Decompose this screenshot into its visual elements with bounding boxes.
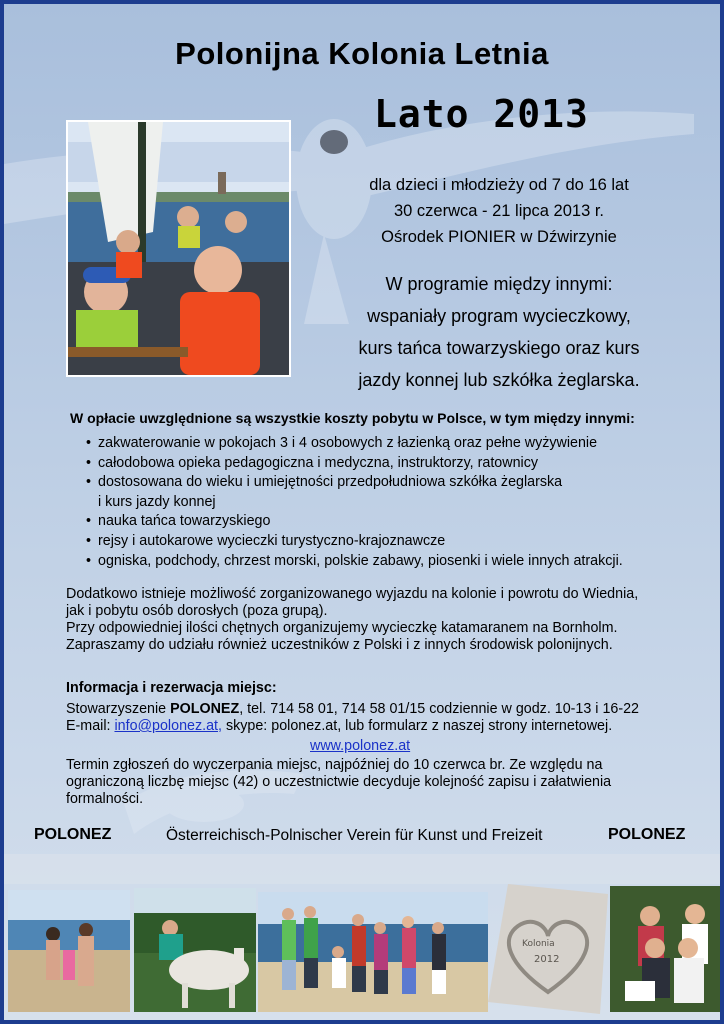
program-line: kurs tańca towarzyskiego oraz kurs <box>358 338 640 358</box>
extra-line: Przy odpowiedniej ilości chętnych organizujemy wycieczkę katamaranem na Bornholm. <box>66 620 618 636</box>
program-text <box>304 268 694 396</box>
extra-line: Zapraszamy do udziału również uczestników z Polski i z innych środowisk polonijnych. <box>66 637 613 653</box>
footer-logo-left: POLONEZ <box>34 826 112 843</box>
beach-kids-photo <box>258 892 488 1012</box>
list-item-text: zakwaterowanie w pokojach 3 i 4 osobowych z łazienką oraz pełne wyżywienie <box>98 435 598 451</box>
list-item <box>84 552 694 572</box>
extra-info <box>66 586 696 654</box>
costs-heading: W opłacie uwzględnione są wszystkie koszty pobytu w Polsce, w tym między innymi: <box>70 410 635 426</box>
list-item-text: całodobowa opieka pedagogiczna i medyczna, instruktorzy, ratownicy <box>98 454 538 471</box>
poster-subtitle: Lato 2013 <box>374 92 589 136</box>
intro-age-line: dla dzieci i młodzieży od 7 do 16 lat <box>369 176 629 194</box>
list-item-continuation: i kurs jazdy konnej <box>98 493 216 510</box>
footer-association-name: Österreichisch-Polnischer Verein für Kunst und Freizeit <box>166 827 543 844</box>
list-item-text: dostosowana do wieku i umiejętności przedpołudniowa szkółka żeglarska <box>98 474 563 491</box>
program-line: jazdy konnej lub szkółka żeglarska. <box>358 370 640 390</box>
sailing-photo <box>66 120 291 377</box>
deadline-text <box>66 757 686 808</box>
extra-line: Dodatkowo istnieje możliwość zorganizowanego wyjazdu na kolonie i powrotu do Wiednia, <box>66 586 639 602</box>
list-item <box>84 454 694 474</box>
beach-group-photo <box>8 890 130 1012</box>
sand-heart-photo <box>488 884 608 1014</box>
program-line: W programie między innymi: <box>385 274 613 294</box>
list-item-text: rejsy i autokarowe wycieczki turystyczno-krajoznawcze <box>98 532 446 549</box>
sand-heart-year: 2012 <box>534 954 560 965</box>
intro-date-line: 30 czerwca - 21 lipca 2013 r. <box>393 202 605 220</box>
extra-line: jak i pobytu osób dorosłych (poza grupą). <box>66 603 328 619</box>
deadline-line: ograniczoną liczbę miejsc (42) o uczestnictwie decyduje kolejność zapisu i załatwienia <box>66 774 612 790</box>
contact-info <box>66 701 706 735</box>
info-heading: Informacja i rezerwacja miejsc: <box>66 680 277 696</box>
list-item <box>84 512 694 532</box>
poster-title: Polonijna Kolonia Letnia <box>175 36 549 71</box>
sand-heart-text: Kolonia <box>522 939 555 949</box>
list-item-text: ogniska, podchody, chrzest morski, polskie zabawy, piosenki i wiele innych atrakcji. <box>98 552 623 569</box>
intro-location-line: Ośrodek PIONIER w Dźwirzynie <box>381 228 617 246</box>
email-link[interactable]: info@polonez.at, <box>114 718 222 734</box>
group-reading-photo <box>610 886 720 1012</box>
email-line <box>66 718 706 735</box>
website-line <box>310 738 410 754</box>
assoc-prefix: Stowarzyszenie <box>66 701 171 717</box>
phone-text: , tel. 714 58 01, 714 58 01/15 codziennie w godz. 10-13 i 16-22 <box>239 701 640 717</box>
skype-text: skype: polonez.at, lub formularz z naszej strony internetowej. <box>221 718 613 734</box>
footer-logo-right: POLONEZ <box>608 826 686 843</box>
intro-text <box>304 172 694 250</box>
list-item <box>84 434 694 454</box>
program-line: wspaniały program wycieczkowy, <box>367 306 631 326</box>
list-item <box>84 473 694 512</box>
phone-line <box>66 701 706 718</box>
email-prefix: E-mail: <box>66 718 115 734</box>
assoc-name: POLONEZ <box>170 701 240 717</box>
horse-riding-photo <box>134 888 256 1012</box>
list-item-text: nauka tańca towarzyskiego <box>98 513 271 530</box>
costs-list <box>84 434 694 571</box>
photo-strip <box>4 884 720 1020</box>
deadline-line: Termin zgłoszeń do wyczerpania miejsc, najpóźniej do 10 czerwca br. Ze względu na <box>66 757 603 773</box>
list-item <box>84 532 694 552</box>
website-link[interactable]: www.polonez.at <box>310 738 411 754</box>
deadline-line: formalności. <box>66 791 144 807</box>
